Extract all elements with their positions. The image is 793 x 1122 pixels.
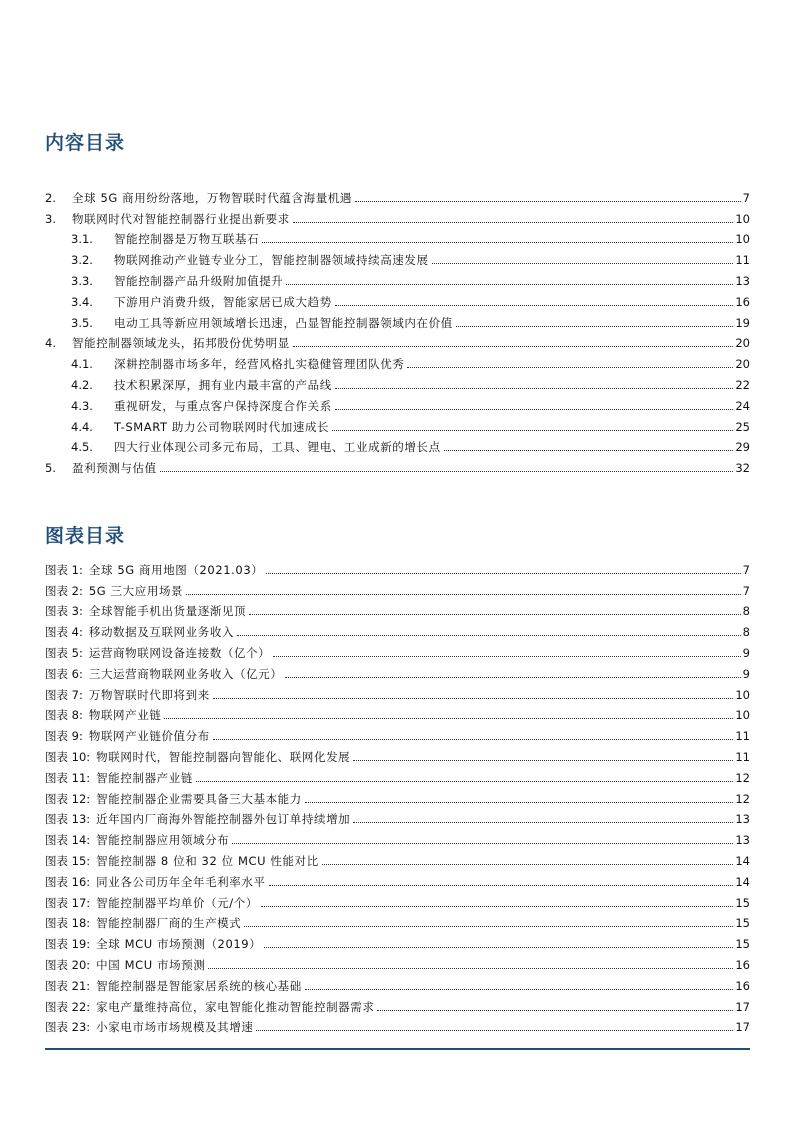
figure-entry[interactable]	[45, 743, 750, 764]
entry-title: 万物智联时代即将到来	[88, 687, 210, 702]
entry-title: 技术积累深厚，拥有业内最丰富的产品线	[114, 377, 332, 392]
entry-page-number: 10	[735, 687, 750, 702]
entry-title: 智能控制器产业链	[96, 770, 193, 785]
entry-number: 4.3.	[71, 398, 93, 413]
entry-page-number: 13	[735, 273, 750, 288]
dot-leader	[444, 449, 734, 451]
list-of-figures	[45, 556, 750, 1034]
toc-entry[interactable]	[45, 350, 750, 371]
entry-number: 4.1.	[71, 357, 93, 372]
entry-title: 智能控制器平均单价（元/个）	[96, 895, 258, 910]
entry-title: 电动工具等新应用领域增长迅速，凸显智能控制器领域内在价值	[114, 315, 453, 330]
dot-leader	[305, 988, 733, 990]
entry-title: 近年国内厂商海外智能控制器外包订单持续增加	[96, 812, 351, 827]
figure-entry[interactable]	[45, 722, 750, 743]
entry-page-number: 16	[735, 294, 750, 309]
entry-title: 四大行业体现公司多元布局，工具、锂电、工业成新的增长点	[114, 440, 441, 455]
dot-leader	[335, 408, 734, 410]
entry-number: 4.2.	[71, 377, 93, 392]
entry-number: 图表 19:	[45, 937, 91, 952]
dot-leader	[232, 842, 733, 844]
entry-page-number: 25	[735, 419, 750, 434]
entry-number: 图表 11:	[45, 770, 91, 785]
entry-title: 移动数据及互联网业务收入	[88, 625, 235, 640]
entry-page-number: 24	[735, 398, 750, 413]
entry-page-number: 11	[735, 253, 750, 268]
entry-title: 智能控制器应用领域分布	[96, 833, 230, 848]
figure-entry[interactable]	[45, 806, 750, 827]
dot-leader	[269, 884, 734, 886]
dot-leader	[335, 304, 734, 306]
entry-page-number: 29	[735, 440, 750, 455]
entry-number: 图表 21:	[45, 978, 91, 993]
entry-number: 图表 10:	[45, 749, 91, 764]
entry-title: 下游用户消费升级，智能家居已成大趋势	[114, 294, 332, 309]
entry-title: 智能控制器产品升级附加值提升	[114, 273, 284, 288]
entry-number: 图表 4:	[45, 625, 83, 640]
entry-number: 图表 7:	[45, 687, 83, 702]
dot-leader	[249, 613, 741, 615]
entry-page-number: 16	[735, 957, 750, 972]
dot-leader	[353, 821, 733, 823]
toc-entry[interactable]	[45, 330, 750, 351]
dot-leader	[237, 634, 741, 636]
figure-entry[interactable]	[45, 764, 750, 785]
entry-page-number: 11	[735, 749, 750, 764]
figure-entry[interactable]	[45, 889, 750, 910]
entry-title: 同业各公司历年全年毛利率水平	[96, 874, 266, 889]
entry-number: 3.4.	[71, 294, 93, 309]
toc-entry[interactable]	[45, 309, 750, 330]
entry-title: 全球智能手机出货量逐渐见顶	[88, 604, 247, 619]
entry-page-number: 10	[735, 232, 750, 247]
entry-number: 图表 8:	[45, 708, 83, 723]
dot-leader	[322, 863, 734, 865]
entry-page-number: 14	[735, 874, 750, 889]
entry-title: 深耕控制器市场多年，经营风格扎实稳健管理团队优秀	[114, 357, 405, 372]
entry-page-number: 17	[735, 1020, 750, 1035]
entry-title: 物联网产业链价值分布	[88, 729, 210, 744]
entry-number: 2.	[45, 190, 56, 205]
dot-leader	[208, 967, 733, 969]
dot-leader	[256, 1029, 733, 1031]
toc-entry[interactable]	[45, 454, 750, 475]
toc-entry[interactable]	[45, 226, 750, 247]
entry-title: 5G 三大应用场景	[88, 583, 184, 598]
dot-leader	[305, 801, 733, 803]
figure-entry[interactable]	[45, 826, 750, 847]
entry-number: 图表 15:	[45, 853, 91, 868]
entry-title: 盈利预测与估值	[72, 461, 157, 476]
entry-page-number: 9	[742, 645, 750, 660]
entry-number: 5.	[45, 461, 56, 476]
footer-divider	[45, 1048, 750, 1050]
entry-title: 全球 5G 商用地图（2021.03）	[88, 562, 264, 577]
entry-number: 图表 9:	[45, 729, 83, 744]
entry-page-number: 7	[742, 562, 750, 577]
entry-number: 图表 3:	[45, 604, 83, 619]
entry-page-number: 12	[735, 770, 750, 785]
entry-number: 图表 6:	[45, 666, 83, 681]
dot-leader	[285, 676, 740, 678]
figure-entry[interactable]	[45, 930, 750, 951]
entry-title: 物联网时代对智能控制器行业提出新要求	[72, 211, 290, 226]
toc-entry[interactable]	[45, 392, 750, 413]
entry-page-number: 7	[742, 583, 750, 598]
toc-entry[interactable]	[45, 434, 750, 455]
figure-entry[interactable]	[45, 660, 750, 681]
dot-leader	[353, 759, 733, 761]
dot-leader	[273, 655, 740, 657]
entry-number: 4.5.	[71, 440, 93, 455]
dot-leader	[355, 200, 741, 202]
dot-leader	[244, 925, 733, 927]
entry-title: 三大运营商物联网业务收入（亿元）	[88, 666, 283, 681]
entry-number: 3.3.	[71, 273, 93, 288]
toc-entry[interactable]	[45, 288, 750, 309]
dot-leader	[196, 780, 733, 782]
figure-entry[interactable]	[45, 993, 750, 1014]
figure-entry[interactable]	[45, 598, 750, 619]
entry-title: 物联网产业链	[88, 708, 162, 723]
dot-leader	[407, 366, 733, 368]
entry-page-number: 10	[735, 708, 750, 723]
figure-entry[interactable]	[45, 785, 750, 806]
entry-title: 智能控制器 8 位和 32 位 MCU 性能对比	[96, 853, 319, 868]
figure-entry[interactable]	[45, 847, 750, 868]
entry-number: 3.2.	[71, 253, 93, 268]
entry-number: 图表 14:	[45, 833, 91, 848]
entry-number: 图表 16:	[45, 874, 91, 889]
entry-page-number: 16	[735, 978, 750, 993]
entry-number: 图表 13:	[45, 812, 91, 827]
entry-title: 物联网推动产业链专业分工，智能控制器领域持续高速发展	[114, 253, 429, 268]
dot-leader	[286, 283, 733, 285]
dot-leader	[293, 345, 734, 347]
entry-title: 智能控制器领域龙头，拓邦股份优势明显	[72, 336, 290, 351]
entry-title: 重视研发，与重点客户保持深度合作关系	[114, 398, 332, 413]
figure-entry[interactable]	[45, 577, 750, 598]
entry-title: 全球 5G 商用纷纷落地，万物智联时代蕴含海量机遇	[72, 190, 353, 205]
dot-leader	[160, 470, 734, 472]
entry-title: 全球 MCU 市场预测（2019）	[96, 937, 262, 952]
entry-title: 物联网时代，智能控制器向智能化、联网化发展	[96, 749, 351, 764]
entry-title: T-SMART 助力公司物联网时代加速成长	[114, 419, 330, 434]
entry-page-number: 22	[735, 377, 750, 392]
entry-number: 4.4.	[71, 419, 93, 434]
dot-leader	[213, 697, 734, 699]
entry-title: 智能控制器厂商的生产模式	[96, 916, 242, 931]
dot-leader	[432, 262, 734, 264]
figure-entry[interactable]	[45, 639, 750, 660]
entry-title: 智能控制器是智能家居系统的核心基础	[96, 978, 302, 993]
entry-page-number: 13	[735, 812, 750, 827]
toc-entry[interactable]	[45, 413, 750, 434]
entry-page-number: 7	[742, 190, 750, 205]
entry-page-number: 14	[735, 853, 750, 868]
dot-leader	[377, 1009, 733, 1011]
entry-page-number: 9	[742, 666, 750, 681]
dot-leader	[335, 387, 734, 389]
entry-page-number: 32	[735, 461, 750, 476]
entry-number: 图表 22:	[45, 999, 91, 1014]
entry-number: 图表 20:	[45, 957, 91, 972]
entry-number: 图表 2:	[45, 583, 83, 598]
dot-leader	[264, 946, 733, 948]
entry-page-number: 11	[735, 729, 750, 744]
dot-leader	[164, 717, 733, 719]
entry-number: 图表 18:	[45, 916, 91, 931]
dot-leader	[456, 325, 734, 327]
entry-page-number: 15	[735, 895, 750, 910]
entry-number: 3.1.	[71, 232, 93, 247]
entry-page-number: 8	[742, 625, 750, 640]
toc-entry[interactable]	[45, 267, 750, 288]
figure-entry[interactable]	[45, 910, 750, 931]
figure-entry[interactable]	[45, 618, 750, 639]
toc-entry[interactable]	[45, 371, 750, 392]
entry-title: 中国 MCU 市场预测	[96, 957, 206, 972]
entry-page-number: 10	[735, 211, 750, 226]
entry-page-number: 8	[742, 604, 750, 619]
figure-entry[interactable]	[45, 702, 750, 723]
figure-entry[interactable]	[45, 556, 750, 577]
figure-entry[interactable]	[45, 868, 750, 889]
entry-number: 图表 1:	[45, 562, 83, 577]
figure-entry[interactable]	[45, 951, 750, 972]
entry-page-number: 12	[735, 791, 750, 806]
entry-page-number: 20	[735, 357, 750, 372]
dot-leader	[293, 221, 734, 223]
entry-number: 3.	[45, 211, 56, 226]
dot-leader	[213, 738, 734, 740]
entry-number: 图表 12:	[45, 791, 91, 806]
entry-number: 图表 5:	[45, 645, 83, 660]
entry-number: 4.	[45, 336, 56, 351]
entry-page-number: 15	[735, 916, 750, 931]
toc-entry[interactable]	[45, 205, 750, 226]
dot-leader	[266, 572, 740, 574]
toc-entry[interactable]	[45, 246, 750, 267]
entry-title: 运营商物联网设备连接数（亿个）	[88, 645, 271, 660]
figure-entry[interactable]	[45, 1014, 750, 1035]
toc-entry[interactable]	[45, 184, 750, 205]
entry-page-number: 19	[735, 315, 750, 330]
entry-number: 3.5.	[71, 315, 93, 330]
table-of-contents	[45, 184, 750, 475]
dot-leader	[332, 429, 733, 431]
figure-entry[interactable]	[45, 681, 750, 702]
entry-title: 家电产量维持高位，家电智能化推动智能控制器需求	[96, 999, 375, 1014]
dot-leader	[262, 241, 733, 243]
entry-title: 智能控制器是万物互联基石	[114, 232, 260, 247]
entry-title: 智能控制器企业需要具备三大基本能力	[96, 791, 302, 806]
entry-title: 小家电市场市场规模及其增速	[96, 1020, 254, 1035]
dot-leader	[186, 593, 741, 595]
entry-number: 图表 23:	[45, 1020, 91, 1035]
dot-leader	[261, 905, 733, 907]
entry-page-number: 13	[735, 833, 750, 848]
figures-heading: 图表目录	[45, 525, 126, 547]
entry-number: 图表 17:	[45, 895, 91, 910]
entry-page-number: 20	[735, 336, 750, 351]
figure-entry[interactable]	[45, 972, 750, 993]
entry-page-number: 15	[735, 937, 750, 952]
contents-heading: 内容目录	[45, 132, 126, 154]
entry-page-number: 17	[735, 999, 750, 1014]
